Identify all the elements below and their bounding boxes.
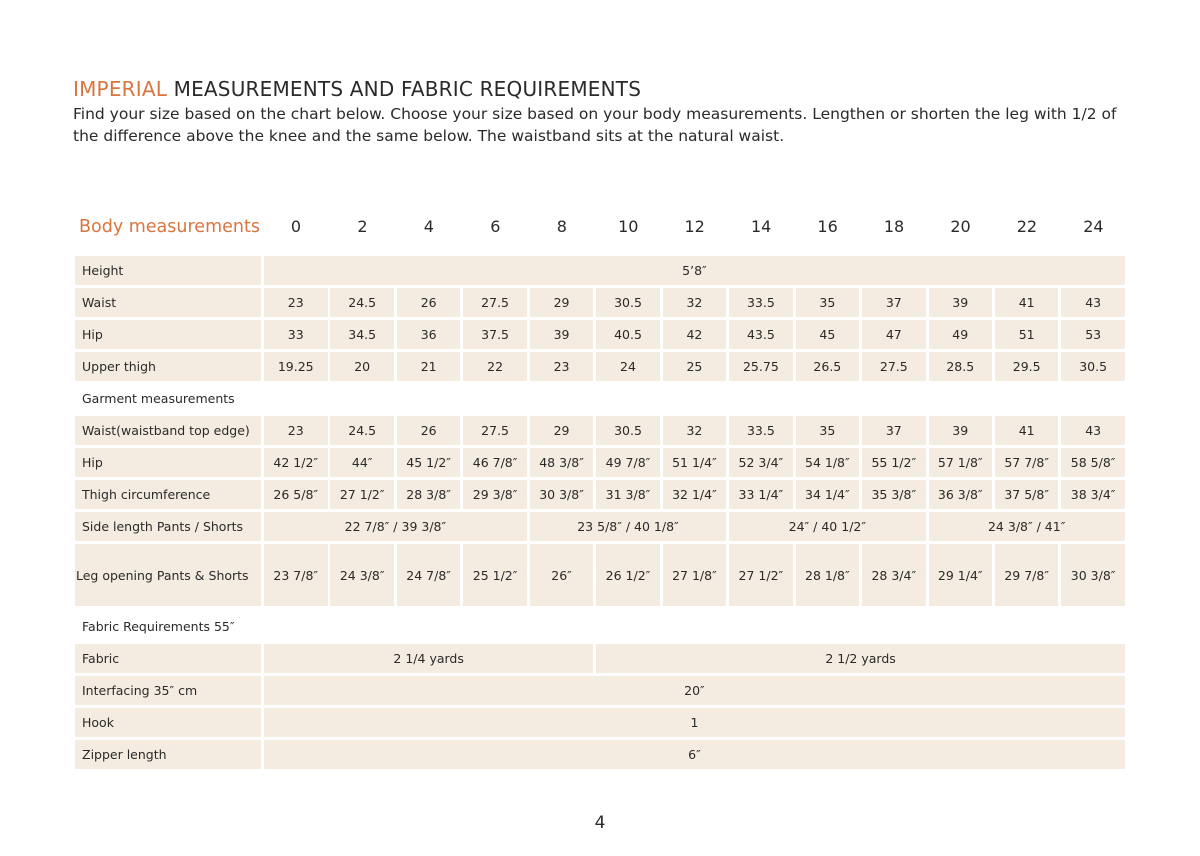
cell-waist-waistband-top-edge-size-4: 26: [397, 416, 461, 445]
merged-cell-side-length-pants-shorts: 22 7/8″ / 39 3/8″: [264, 512, 527, 541]
row-label-upper-thigh: Upper thigh: [75, 352, 261, 381]
cell-waist-size-24: 43: [1061, 288, 1125, 317]
cell-waist-size-22: 41: [995, 288, 1059, 317]
page-number: 4: [594, 813, 606, 833]
cell-hip-size-16: 54 1/8″: [796, 448, 860, 477]
cell-thigh-circumference-size-14: 33 1/4″: [729, 480, 793, 509]
row-label-leg-opening-pants-shorts: Leg opening Pants & Shorts: [75, 544, 261, 606]
cell-leg-opening-pants-shorts-size-6: 25 1/2″: [463, 544, 527, 606]
cell-hip-size-12: 42: [663, 320, 727, 349]
cell-thigh-circumference-size-20: 36 3/8″: [929, 480, 993, 509]
page-title: [73, 77, 641, 101]
size-header-14: 14: [750, 217, 772, 236]
cell-upper-thigh-size-0: 19.25: [264, 352, 328, 381]
merged-cell-fabric: 2 1/4 yards: [264, 644, 593, 673]
cell-thigh-circumference-size-0: 26 5/8″: [264, 480, 328, 509]
cell-hip-size-2: 34.5: [330, 320, 394, 349]
row-label-hip: Hip: [75, 448, 261, 477]
cell-hip-size-2: 44″: [330, 448, 394, 477]
cell-hip-size-20: 49: [929, 320, 993, 349]
cell-thigh-circumference-size-12: 32 1/4″: [663, 480, 727, 509]
cell-waist-waistband-top-edge-size-16: 35: [796, 416, 860, 445]
intro-paragraph: Find your size based on the chart below. Choose your size based on your body measurements. Lengthen or shorten the leg with 1/2 of the difference above the knee and the same below. The waistband sits at the natural waist.: [73, 105, 1117, 145]
cell-waist-size-20: 39: [929, 288, 993, 317]
cell-waist-waistband-top-edge-size-12: 32: [663, 416, 727, 445]
title-accent: IMPERIAL: [73, 77, 168, 101]
size-header-0: 0: [290, 217, 302, 236]
cell-upper-thigh-size-20: 28.5: [929, 352, 993, 381]
cell-upper-thigh-size-16: 26.5: [796, 352, 860, 381]
cell-hip-size-18: 55 1/2″: [862, 448, 926, 477]
size-header-2: 2: [357, 217, 368, 236]
cell-waist-waistband-top-edge-size-22: 41: [995, 416, 1059, 445]
cell-thigh-circumference-size-6: 29 3/8″: [463, 480, 527, 509]
cell-waist-size-2: 24.5: [330, 288, 394, 317]
row-label-hip: Hip: [75, 320, 261, 349]
cell-leg-opening-pants-shorts-size-12: 27 1/8″: [663, 544, 727, 606]
row-label-zipper-length: Zipper length: [75, 740, 261, 769]
cell-waist-waistband-top-edge-size-2: 24.5: [330, 416, 394, 445]
cell-hip-size-10: 49 7/8″: [596, 448, 660, 477]
merged-cell-height: 5’8″: [264, 256, 1125, 285]
title-text: MEASUREMENTS AND FABRIC REQUIREMENTS: [167, 77, 642, 101]
cell-thigh-circumference-size-10: 31 3/8″: [596, 480, 660, 509]
cell-hip-size-6: 37.5: [463, 320, 527, 349]
merged-cell-side-length-pants-shorts: 24 3/8″ / 41″: [929, 512, 1125, 541]
cell-thigh-circumference-size-2: 27 1/2″: [330, 480, 394, 509]
size-header-row: [75, 217, 1126, 243]
cell-waist-waistband-top-edge-size-6: 27.5: [463, 416, 527, 445]
row-label-side-length-pants-shorts: Side length Pants / Shorts: [75, 512, 261, 541]
row-label-height: Height: [75, 256, 261, 285]
cell-upper-thigh-size-12: 25: [663, 352, 727, 381]
row-label-hook: Hook: [75, 708, 261, 737]
cell-thigh-circumference-size-8: 30 3/8″: [530, 480, 594, 509]
merged-cell-side-length-pants-shorts: 24″ / 40 1/2″: [729, 512, 925, 541]
size-header-6: 6: [490, 217, 501, 236]
cell-hip-size-18: 47: [862, 320, 926, 349]
cell-upper-thigh-size-22: 29.5: [995, 352, 1059, 381]
size-header-8: 8: [556, 217, 567, 236]
row-label-waist: Waist: [75, 288, 261, 317]
cell-waist-waistband-top-edge-size-14: 33.5: [729, 416, 793, 445]
size-header-20: 20: [950, 217, 971, 236]
merged-cell-zipper-length: 6″: [264, 740, 1125, 769]
cell-hip-size-4: 45 1/2″: [397, 448, 461, 477]
cell-thigh-circumference-size-22: 37 5/8″: [995, 480, 1059, 509]
cell-thigh-circumference-size-16: 34 1/4″: [796, 480, 860, 509]
merged-cell-hook: 1: [264, 708, 1125, 737]
row-label-interfacing-35-cm: Interfacing 35″ cm: [75, 676, 261, 705]
cell-leg-opening-pants-shorts-size-24: 30 3/8″: [1061, 544, 1125, 606]
cell-hip-size-14: 43.5: [729, 320, 793, 349]
cell-leg-opening-pants-shorts-size-20: 29 1/4″: [929, 544, 993, 606]
cell-hip-size-14: 52 3/4″: [729, 448, 793, 477]
body-measurements-heading: Body measurements: [79, 217, 260, 237]
cell-waist-size-14: 33.5: [729, 288, 793, 317]
cell-upper-thigh-size-24: 30.5: [1061, 352, 1125, 381]
cell-hip-size-20: 57 1/8″: [929, 448, 993, 477]
cell-leg-opening-pants-shorts-size-4: 24 7/8″: [397, 544, 461, 606]
cell-leg-opening-pants-shorts-size-16: 28 1/8″: [796, 544, 860, 606]
cell-upper-thigh-size-18: 27.5: [862, 352, 926, 381]
cell-hip-size-22: 51: [995, 320, 1059, 349]
cell-waist-size-12: 32: [663, 288, 727, 317]
cell-waist-size-16: 35: [796, 288, 860, 317]
cell-hip-size-8: 39: [530, 320, 594, 349]
cell-hip-size-4: 36: [397, 320, 461, 349]
cell-leg-opening-pants-shorts-size-8: 26″: [530, 544, 594, 606]
cell-hip-size-22: 57 7/8″: [995, 448, 1059, 477]
cell-waist-waistband-top-edge-size-8: 29: [530, 416, 594, 445]
merged-cell-fabric: 2 1/2 yards: [596, 644, 1125, 673]
row-label-fabric: Fabric: [75, 644, 261, 673]
cell-waist-size-8: 29: [530, 288, 594, 317]
cell-upper-thigh-size-14: 25.75: [729, 352, 793, 381]
size-header-24: 24: [1083, 217, 1104, 236]
cell-waist-waistband-top-edge-size-20: 39: [929, 416, 993, 445]
cell-hip-size-6: 46 7/8″: [463, 448, 527, 477]
merged-cell-side-length-pants-shorts: 23 5/8″ / 40 1/8″: [530, 512, 726, 541]
cell-hip-size-24: 53: [1061, 320, 1125, 349]
cell-leg-opening-pants-shorts-size-18: 28 3/4″: [862, 544, 926, 606]
cell-leg-opening-pants-shorts-size-2: 24 3/8″: [330, 544, 394, 606]
size-header-18: 18: [883, 217, 905, 236]
cell-thigh-circumference-size-4: 28 3/8″: [397, 480, 461, 509]
cell-upper-thigh-size-6: 22: [463, 352, 527, 381]
cell-hip-size-12: 51 1/4″: [663, 448, 727, 477]
merged-cell-interfacing-35-cm: 20″: [264, 676, 1125, 705]
cell-waist-size-4: 26: [397, 288, 461, 317]
row-label-waist-waistband-top-edge: Waist(waistband top edge): [75, 416, 261, 445]
cell-hip-size-10: 40.5: [596, 320, 660, 349]
size-header-4: 4: [423, 217, 434, 236]
fabric-requirements-heading: Fabric Requirements 55″: [82, 619, 235, 634]
cell-waist-size-10: 30.5: [596, 288, 660, 317]
cell-upper-thigh-size-4: 21: [397, 352, 461, 381]
cell-hip-size-0: 42 1/2″: [264, 448, 328, 477]
cell-hip-size-24: 58 5/8″: [1061, 448, 1125, 477]
cell-leg-opening-pants-shorts-size-0: 23 7/8″: [264, 544, 328, 606]
cell-waist-size-0: 23: [264, 288, 328, 317]
cell-waist-waistband-top-edge-size-24: 43: [1061, 416, 1125, 445]
size-header-16: 16: [817, 217, 838, 236]
cell-hip-size-0: 33: [264, 320, 328, 349]
cell-upper-thigh-size-8: 23: [530, 352, 594, 381]
cell-waist-waistband-top-edge-size-0: 23: [264, 416, 328, 445]
cell-waist-size-18: 37: [862, 288, 926, 317]
cell-upper-thigh-size-2: 20: [330, 352, 394, 381]
cell-hip-size-8: 48 3/8″: [530, 448, 594, 477]
cell-thigh-circumference-size-18: 35 3/8″: [862, 480, 926, 509]
cell-hip-size-16: 45: [796, 320, 860, 349]
size-header-22: 22: [1016, 217, 1038, 236]
row-label-thigh-circumference: Thigh circumference: [75, 480, 261, 509]
cell-leg-opening-pants-shorts-size-10: 26 1/2″: [596, 544, 660, 606]
garment-measurements-heading: Garment measurements: [82, 391, 235, 406]
size-header-12: 12: [684, 217, 705, 236]
cell-thigh-circumference-size-24: 38 3/4″: [1061, 480, 1125, 509]
size-header-10: 10: [618, 217, 639, 236]
cell-waist-waistband-top-edge-size-18: 37: [862, 416, 926, 445]
cell-waist-waistband-top-edge-size-10: 30.5: [596, 416, 660, 445]
cell-leg-opening-pants-shorts-size-22: 29 7/8″: [995, 544, 1059, 606]
cell-leg-opening-pants-shorts-size-14: 27 1/2″: [729, 544, 793, 606]
cell-upper-thigh-size-10: 24: [596, 352, 660, 381]
cell-waist-size-6: 27.5: [463, 288, 527, 317]
